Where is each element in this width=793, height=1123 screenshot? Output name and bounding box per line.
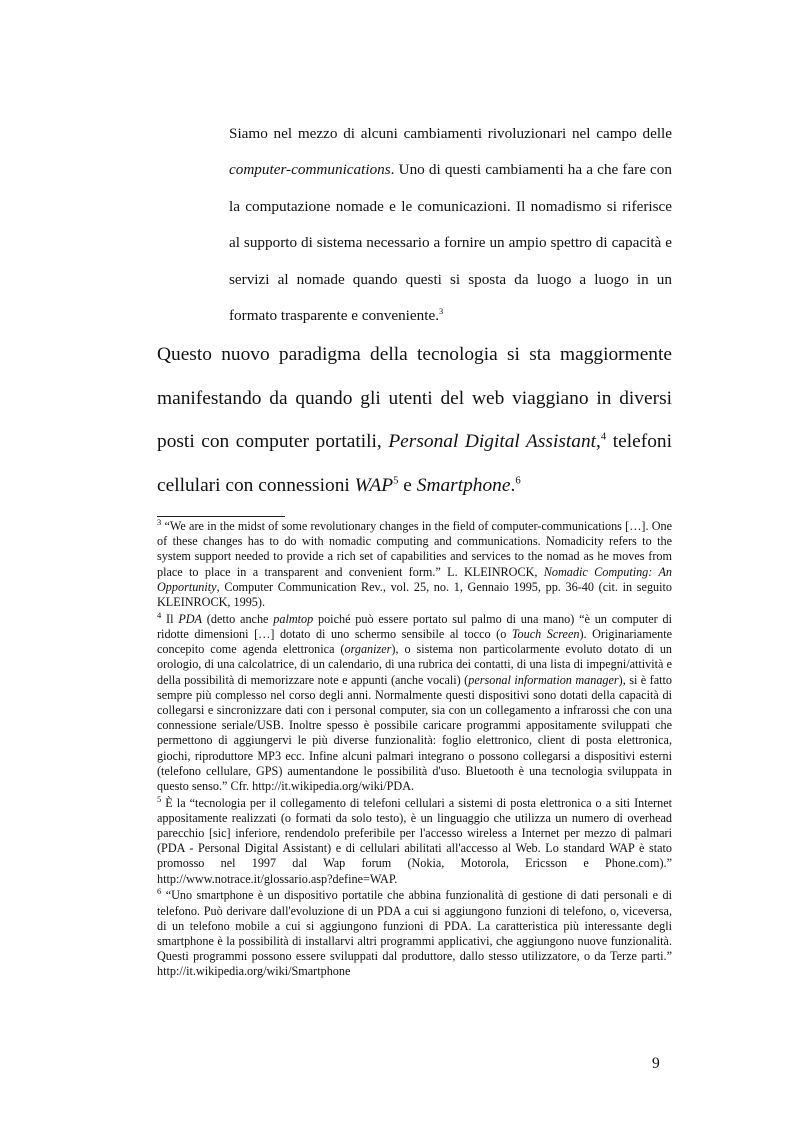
footnote-text: ), si è fatto sempre più complesso nel corso degli anni. Normalmente questi dispositivi sono dotati della capacità di collegarsi e sincronizzare dati con i personal computer, sia con un collegamento a infrarossi che con una connessione seriale/USB. Inoltre spesso è possibile caricare programmi appositamente sviluppati che permettono di aggiungervi le più diverse funzionalità: foglio elettronico, client di posta elettronica, giochi, riproduttore MP3 ecc. Infine alcuni palmari integrano o possono collegarsi a dispositivi esterni (telefono cellulare, GPS) aumentandone le possibilità d'uso. Bluetooth è una tecnologia sviluppata in questo senso.” Cfr. http://it.wikipedia.org/wiki/PDA.: [157, 672, 672, 793]
footnote-text: Il: [161, 611, 179, 626]
footnote-italic: organizer: [344, 642, 392, 657]
footnote-number: 6: [157, 886, 162, 897]
footnote-text: poiché può essere portato sul palmo di una mano) “è un computer di ridotte dimensioni […] dotato di uno schermo sensibile al tocco (o: [157, 611, 672, 641]
footnote-number: 4: [157, 609, 162, 620]
footnote-italic: Touch Screen: [511, 626, 580, 641]
footnote-text: “We are in the midst of some revolutionary changes in the field of computer-communications […]. One of these changes has to do with nomadic computing and communications. Nomadicity refers to the system support needed to provide a rich set of capabilities and services to the nomad as he moves from place to place in a transparent and convenient form.” L. KLEINROCK,: [157, 519, 672, 579]
block-quote: [229, 116, 672, 334]
quote-italic-term: computer-communications: [229, 161, 391, 179]
footnote-text: ), o sistema non particolarmente evoluto dotato di un orologio, di una calcolatrice, di un calendario, di una rubrica dei contatti, di una lista di impegni/attività e della possibilità di memorizzare note e appunti (anche vocali) (: [157, 642, 673, 687]
footnote-text: ). Originariamente concepito come agenda elettronica (: [157, 626, 672, 657]
footnote-italic: Nomadic Computing: An Opportunity: [157, 564, 672, 594]
footnote-ref-6[interactable]: 6: [515, 474, 521, 487]
body-italic-pda: Personal Digital Assistant: [388, 431, 597, 453]
footnote-text: È la “tecnologia per il collegamento di telefoni cellulari a sistemi di posta elettronica o a siti Internet appositamente realizzati (o formati da solo testo), è un linguaggio che utilizza un numero di overhead parecchio [sic] inferiore, rendendolo preferibile per l'accesso wireless a Internet per mezzo di palmari (PDA - Personal Digital Assistant) e di cellulari abilitati all'accesso al Web. Lo standard WAP è stato promosso nel 1997 dal Wap forum (Nokia, Motorola, Ericsson e Phone.com).” http://www.notrace.it/glossario.asp?define=WAP.: [157, 795, 672, 886]
footnote-ref-5[interactable]: 5: [393, 474, 399, 487]
footnote-4: [157, 609, 673, 794]
footnote-text: (detto anche: [202, 611, 274, 626]
footnote-ref-3[interactable]: 3: [439, 306, 444, 316]
footnotes: [157, 516, 673, 981]
body-italic-smartphone: Smartphone: [416, 474, 511, 496]
body-text: e: [398, 474, 417, 496]
footnote-italic: PDA: [178, 611, 203, 626]
body-text: telefoni cellulari con connessioni: [157, 431, 672, 496]
page-number: 9: [652, 1055, 660, 1072]
quote-text: Siamo nel mezzo di alcuni cambiamenti rivoluzionari nel campo delle: [229, 125, 672, 142]
body-paragraph: Questo nuovo paradigma della tecnologia si sta maggiormente manifestando da quando gli utenti del web viaggiano in diversi posti con computer portatili, Personal Digital Assistant,$^4$ telefoni cellulari con connessioni WAP$^5$ e Smartphone.$^6$: [157, 344, 672, 496]
body-italic-wap: WAP: [354, 474, 394, 496]
footnote-5: [157, 793, 672, 887]
body-text: .: [510, 474, 516, 496]
footnote-ref-4[interactable]: 4: [600, 430, 607, 443]
footnote-separator: [157, 516, 285, 517]
footnote-3: [157, 516, 672, 610]
footnote-number: 5: [157, 793, 162, 804]
footnote-italic: personal information manager: [468, 672, 619, 687]
footnote-italic: palmtop: [273, 611, 314, 626]
footnote-6: [157, 888, 672, 979]
footnote-text: , Computer Communication Rev., vol. 25, no. 1, Gennaio 1995, pp. 36-40 (cit. in seguito KLEINROCK, 1995).: [157, 579, 672, 610]
footnote-number: 3: [157, 516, 162, 527]
quote-text: . Uno di questi cambiamenti ha a che fare con la computazione nomade e le comunicazioni. Il nomadismo si riferisce al supporto di sistema necessario a fornire un ampio spettro di capacità e servizi al nomade quando questi si sposta da luogo a luogo in un formato trasparente e conveniente.: [229, 161, 672, 325]
body-text: Questo nuovo paradigma della tecnologia si sta maggiormente manifestando da quando gli utenti del web viaggiano in diversi posti con computer portatili,: [157, 344, 672, 453]
footnote-text: “Uno smartphone è un dispositivo portatile che abbina funzionalità di gestione di dati personali e di telefono. Può derivare dall'evoluzione di un PDA a cui si aggiungono funzioni di telefono, o, viceversa, di un telefono mobile a cui si aggiungono funzioni di PDA. La caratteristica più interessante degli smartphone è la possibilità di installarvi altri programmi applicativi, che aggiungono nuove funzionalità. Questi programmi possono essere sviluppati dal produttore, dallo stesso utilizzatore, o da Terze parti.” http://it.wikipedia.org/wiki/Smartphone: [157, 888, 672, 979]
